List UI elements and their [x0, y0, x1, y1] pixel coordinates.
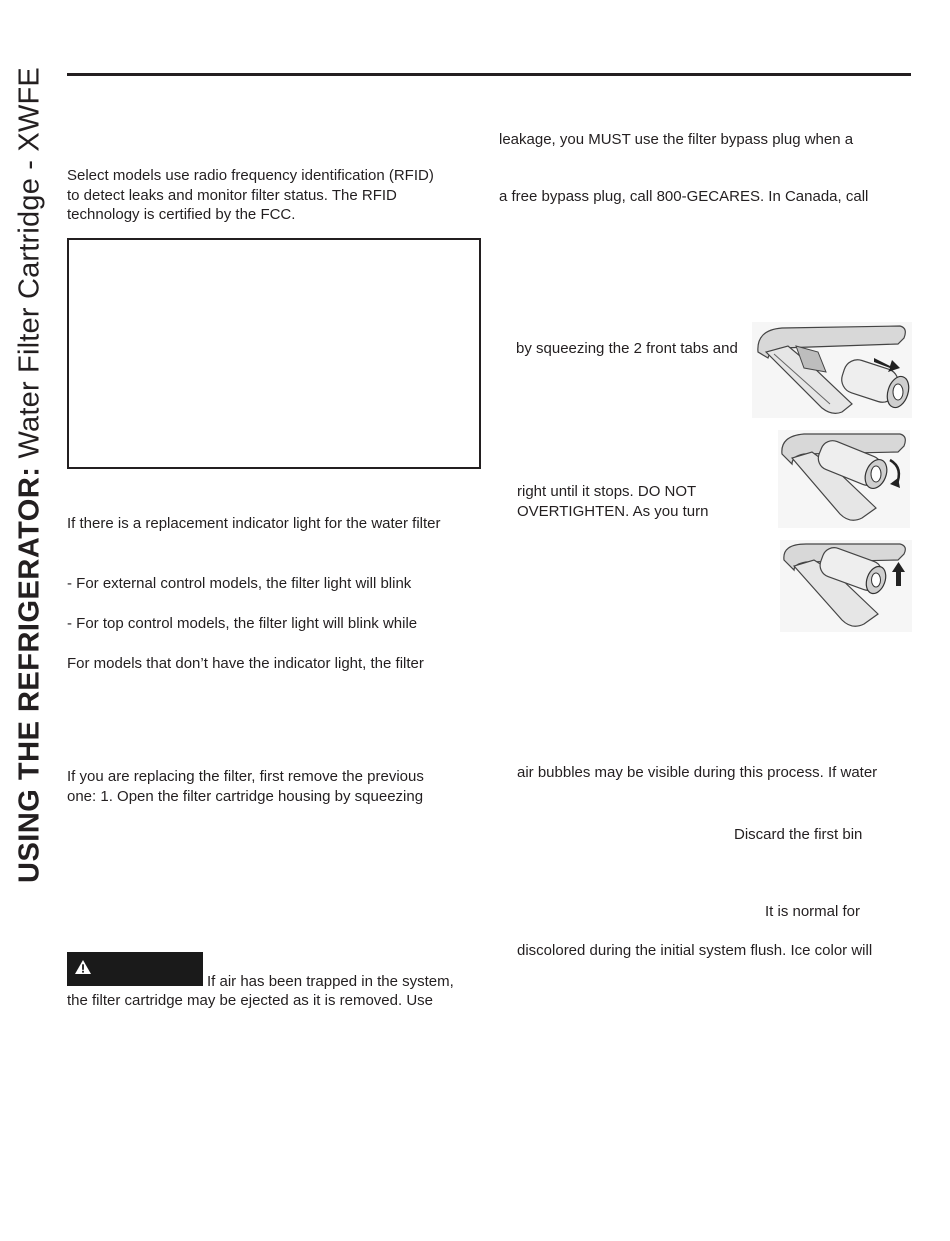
leakage-line: leakage, you MUST use the filter bypass plug when a — [499, 131, 854, 148]
rfid-paragraph — [67, 166, 434, 225]
no-indicator-line: For models that don’t have the indicator light, the filter — [67, 655, 424, 672]
side-title-bold: USING THE REFRIGERATOR: — [13, 466, 46, 883]
filter-close-illustration — [780, 540, 912, 632]
replacing-paragraph — [67, 767, 424, 806]
top-rule — [67, 73, 911, 76]
warning-triangle-icon — [75, 960, 91, 974]
normal-line: It is normal for — [765, 903, 861, 920]
right-stop-line-2: OVERTIGHTEN. As you turn — [517, 502, 709, 520]
top-control-item: - For top control models, the filter light will blink while — [67, 615, 418, 632]
replacing-line-2: one: 1. Open the filter cartridge housing by squeezing — [67, 787, 424, 805]
side-title — [0, 0, 60, 950]
filter-turn-illustration — [778, 430, 910, 528]
discolored-line: discolored during the initial system flush. Ice color will — [517, 942, 873, 959]
warning-label — [67, 952, 203, 986]
rfid-line-3: technology is certified by the FCC. — [67, 206, 296, 223]
indicator-line: If there is a replacement indicator light for the water filter — [67, 515, 441, 532]
replacing-line-1: If you are replacing the filter, first remove the previous — [67, 768, 424, 785]
side-title-light: Water Filter Cartridge - XWFE — [13, 67, 46, 459]
rfid-line-2: to detect leaks and monitor filter status. The RFID — [67, 186, 397, 204]
external-control-item: - For external control models, the filter light will blink — [67, 575, 412, 592]
filter-insert-illustration — [752, 322, 912, 418]
warning-text-1: If air has been trapped in the system, — [207, 973, 454, 990]
discard-line: Discard the first bin — [734, 826, 863, 843]
rfid-line-1: Select models use radio frequency identification (RFID) — [67, 167, 434, 184]
squeeze-line: by squeezing the 2 front tabs and — [516, 340, 738, 357]
bypass-line: a free bypass plug, call 800-GECARES. In Canada, call — [499, 188, 869, 205]
warning-text-2: the filter cartridge may be ejected as it is removed. Use — [67, 992, 433, 1009]
empty-notice-box — [67, 238, 481, 469]
right-stop-line-1: right until it stops. DO NOT — [517, 483, 697, 500]
right-stop-paragraph — [517, 482, 708, 521]
air-bubbles-line: air bubbles may be visible during this process. If water — [517, 764, 878, 781]
